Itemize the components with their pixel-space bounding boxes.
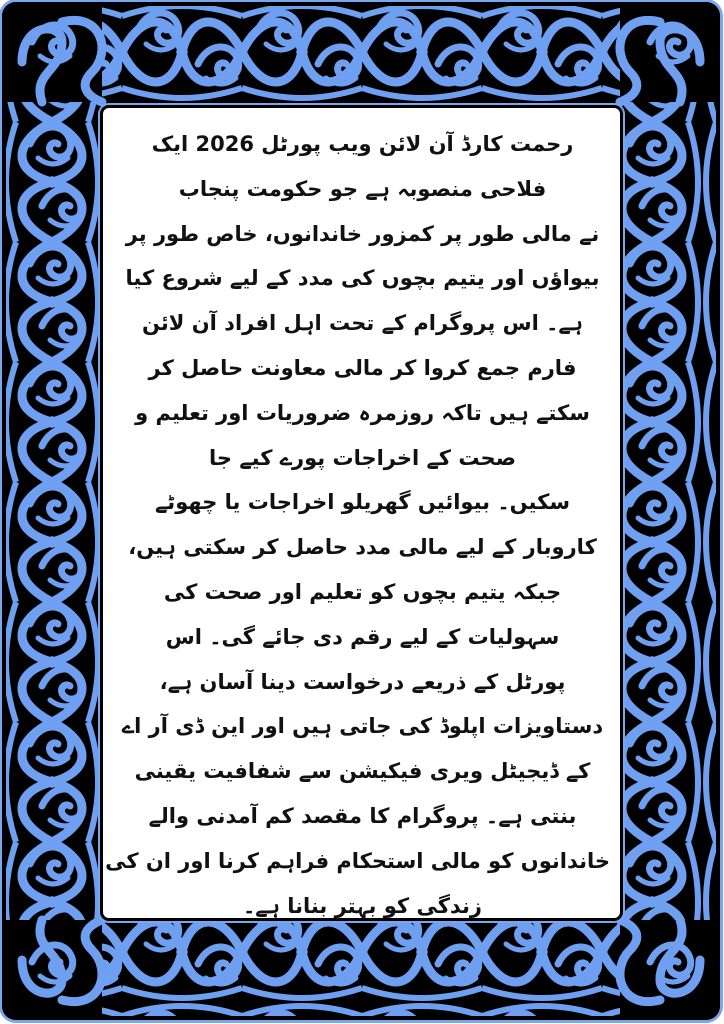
- text-line: دستاویزات اپلوڈ کی جاتی ہیں اور این ڈی آر اے: [121, 714, 604, 739]
- text-line: فلاحی منصوبہ ہے جو حکومت پنجاب: [178, 176, 547, 201]
- text-line: جبکہ یتیم بچوں کو تعلیم اور صحت کی: [163, 579, 562, 604]
- text-line: سکیں۔ بیوائیں گھریلو اخراجات یا چھوٹے: [155, 490, 570, 515]
- urdu-article-text: [105, 122, 610, 928]
- text-line: خاندانوں کو مالی استحکام فراہم کرنا اور ان کی: [105, 848, 610, 873]
- text-line: کاروبار کے لیے مالی مدد حاصل کر سکتی ہیں،: [128, 535, 597, 560]
- text-line: بنتی ہے۔ پروگرام کا مقصد کم آمدنی والے: [148, 803, 577, 828]
- text-line: سکتے ہیں تاکہ روزمرہ ضروریات اور تعلیم و: [135, 400, 590, 425]
- text-line: نے مالی طور پر کمزور خاندانوں، خاص طور پر: [125, 221, 600, 246]
- text-line: فارم جمع کروا کر مالی معاونت حاصل کر: [148, 355, 577, 380]
- text-line: زندگی کو بہتر بنانا ہے۔: [242, 893, 483, 918]
- text-line: سہولیات کے لیے رقم دی جائے گی۔ اس: [165, 624, 560, 649]
- text-line: صحت کے اخراجات پورے کیے جا: [208, 445, 516, 470]
- text-line: ہے۔ اس پروگرام کے تحت اہل افراد آن لائن: [142, 311, 583, 336]
- text-line: بیواؤں اور یتیم بچوں کی مدد کے لیے شروع کیا: [125, 266, 600, 291]
- text-line: پورٹل کے ذریعے درخواست دینا آسان ہے،: [159, 669, 566, 694]
- text-line: رحمت کارڈ آن لائن ویب پورٹل 2026 ایک: [151, 132, 574, 156]
- text-line: کے ڈیجیٹل ویری فیکیشن سے شفافیت یقینی: [134, 759, 591, 784]
